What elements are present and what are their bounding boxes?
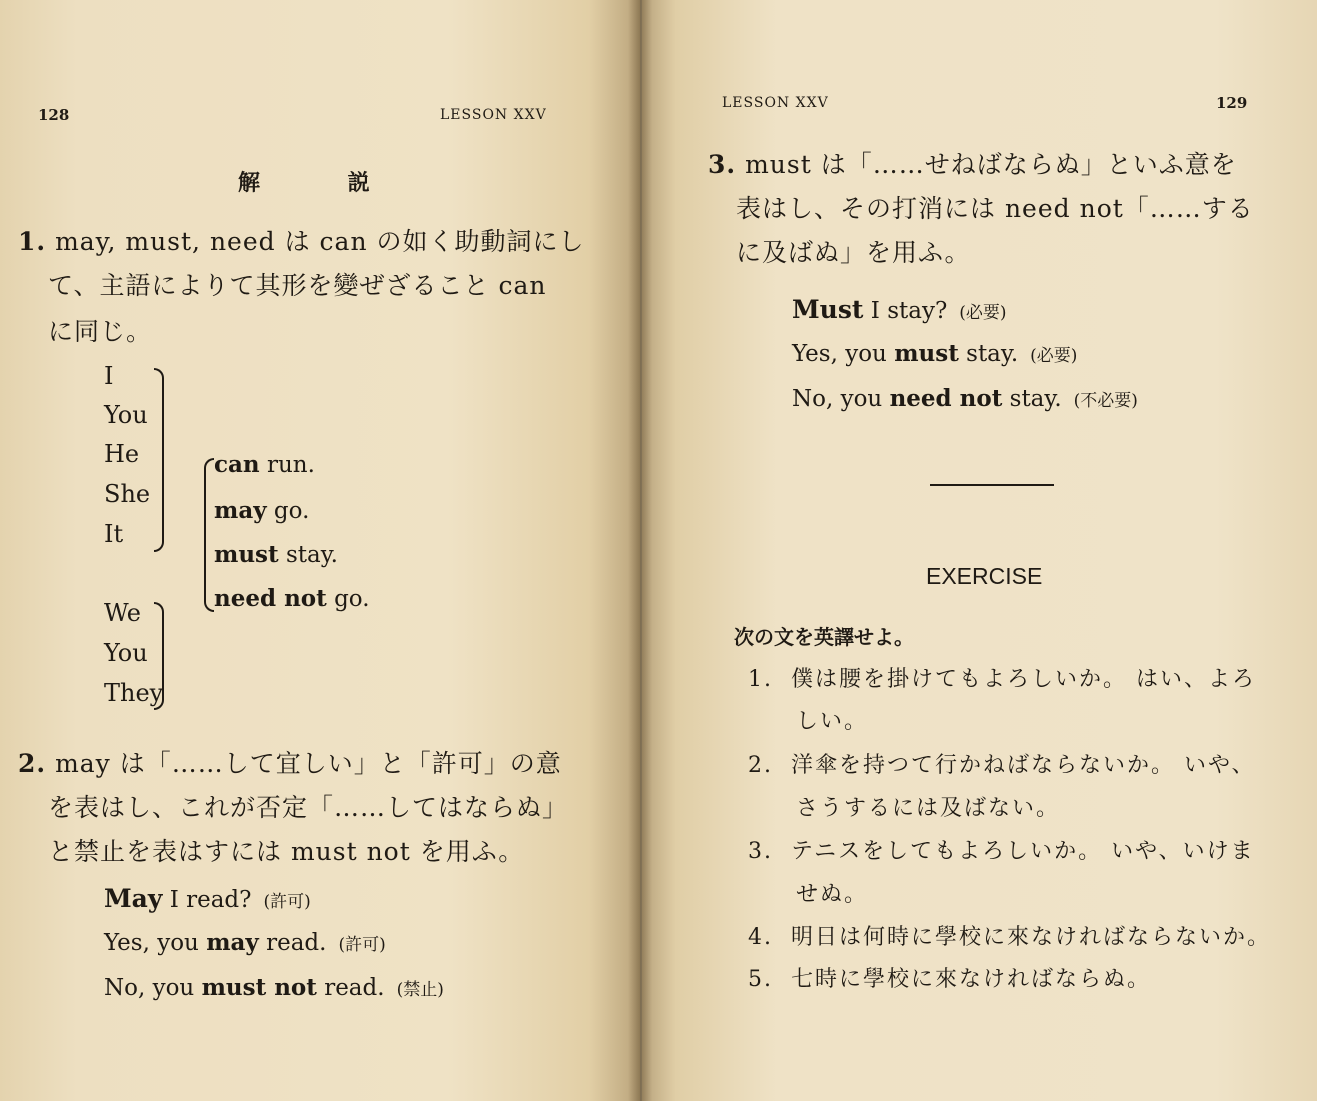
left-brace-verbs — [204, 458, 214, 612]
pronoun: We — [104, 599, 141, 627]
exercise-item-cont: せぬ。 — [796, 882, 869, 907]
example-line: No, you must not read. (禁止) — [104, 974, 444, 1001]
pronoun: She — [104, 480, 151, 508]
item-2-text-1: may は「……して宜しい」と「許可」の意 — [55, 749, 562, 778]
item-2-line-3: と禁止を表はすには must not を用ふ。 — [48, 837, 525, 866]
page-number-right: 129 — [1216, 94, 1248, 112]
example-line: Yes, you may read. (許可) — [104, 929, 386, 956]
exercise-item-cont: しい。 — [796, 709, 869, 734]
item-2-line-1 — [18, 744, 562, 780]
running-header-left: LESSON XXV — [440, 107, 547, 123]
pronoun: They — [104, 679, 164, 707]
verb-phrase: can run. — [214, 451, 315, 478]
exercise-item-cont: さうするには及ばない。 — [796, 796, 1061, 821]
item-3-line-3: に及ばぬ」を用ふ。 — [736, 238, 971, 267]
verb-phrase: may go. — [214, 497, 310, 524]
item-1-text-1: may, must, need は can の如く助動詞にし — [55, 227, 585, 256]
exercise-instruction: 次の文を英譯せよ。 — [734, 625, 914, 649]
item-3-text-1: must は「……せねばならぬ」といふ意を — [745, 150, 1237, 179]
section-title: 解 説 — [238, 170, 410, 196]
item-1-number: 1. — [18, 227, 47, 256]
pronoun: I — [104, 362, 114, 390]
page-number-left: 128 — [38, 106, 70, 124]
verb-phrase: must stay. — [214, 541, 338, 568]
pronoun: It — [104, 520, 124, 548]
exercise-item: 4. 明日は何時に學校に來なければならないか。 — [748, 925, 1272, 950]
left-page — [0, 0, 640, 1101]
example-line: Yes, you must stay. (必要) — [792, 340, 1078, 367]
item-3-line-1 — [708, 145, 1237, 181]
right-page — [642, 0, 1317, 1101]
verb-phrase: need not go. — [214, 585, 370, 612]
item-3-line-2: 表はし、その打消には need not「……する — [736, 194, 1254, 223]
exercise-title: EXERCISE — [926, 563, 1043, 589]
exercise-item: 5. 七時に學校に來なければならぬ。 — [748, 967, 1152, 992]
example-line: May I read? (許可) — [104, 884, 311, 913]
exercise-item: 3. テニスをしてもよろしいか。 いや、いけま — [748, 839, 1255, 864]
right-brace-bottom — [154, 602, 164, 710]
pronoun: You — [104, 639, 148, 667]
item-3-number: 3. — [708, 150, 737, 179]
item-1-line-2: て、主語によりて其形を變ぜざること can — [48, 271, 547, 300]
item-2-number: 2. — [18, 749, 47, 778]
example-line: Must I stay? (必要) — [792, 295, 1007, 324]
running-header-right: LESSON XXV — [722, 95, 829, 111]
item-1-line-3: に同じ。 — [48, 317, 153, 346]
exercise-item: 1. 僕は腰を掛けてもよろしいか。 はい、よろ — [748, 667, 1256, 692]
pronoun: You — [104, 401, 148, 429]
example-line: No, you need not stay. (不必要) — [792, 385, 1138, 412]
book-gutter — [628, 0, 652, 1101]
pronoun: He — [104, 440, 140, 468]
right-brace-top — [154, 368, 164, 552]
exercise-item: 2. 洋傘を持つて行かねばならないか。 いや、 — [748, 753, 1256, 778]
item-1-line-1 — [18, 222, 585, 258]
section-divider — [930, 484, 1054, 486]
item-2-line-2: を表はし、これが否定「……してはならぬ」 — [48, 793, 569, 822]
